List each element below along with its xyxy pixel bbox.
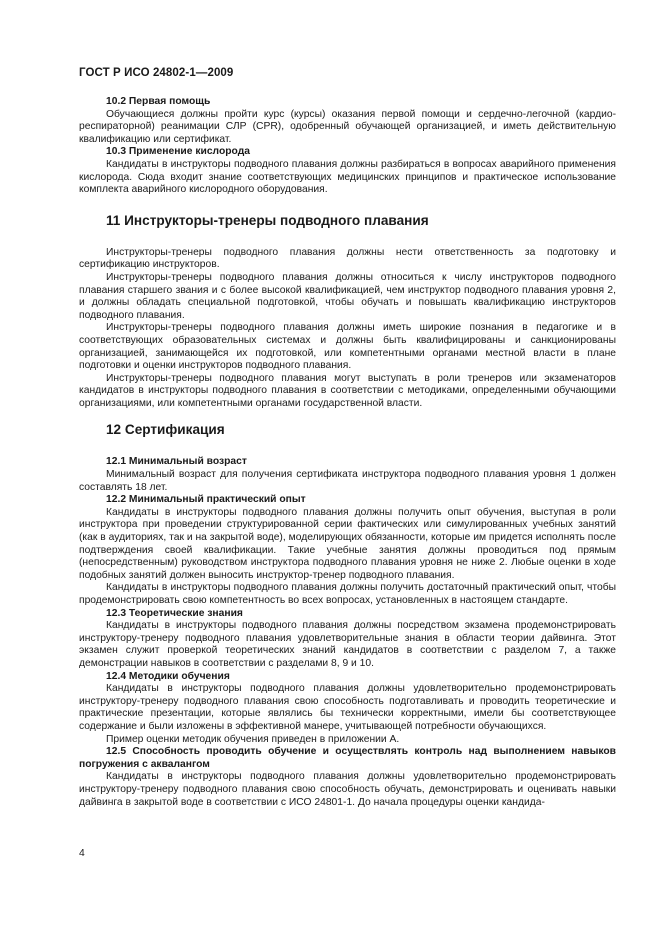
paragraph-12-5-1: Кандидаты в инструкторы подводного плавания должны удовлетворительно продемонстрировать инструктору-тренеру подводного плавания свою способность обучать, демонстрировать и оценивать навыки дайвинга в закрытой воде в соответствии с ИСО 24801-1. До начала процедуры оценки кандида- — [79, 771, 616, 808]
paragraph-12-1-1: Минимальный возраст для получения сертификата инструктора подводного плавания уровня 1 должен составлять 18 лет. — [79, 469, 616, 493]
document-header: ГОСТ Р ИСО 24802-1—2009 — [79, 67, 234, 79]
document-body — [79, 96, 616, 809]
page-number: 4 — [79, 848, 85, 859]
paragraph-12-4-2: Пример оценки методик обучения приведен в приложении А. — [106, 733, 400, 745]
heading-section-11: 11 Инструкторы-тренеры подводного плавания — [106, 212, 429, 228]
heading-12-5: 12.5 Способность проводить обучение и осуществлять контроль над выполнением навыков погружения с аквалангом — [79, 746, 616, 770]
paragraph-12-4-1: Кандидаты в инструкторы подводного плавания должны удовлетворительно продемонстрировать инструктору-тренеру подводного плавания свою способность подготавливать и проводить теоретические и практические презентации, которые являлись бы технически корректными, имели бы соответствующее содержание и были изложены в эффективной манере, учитывающей потребности обучающихся. — [79, 683, 616, 732]
paragraph-11-3: Инструкторы-тренеры подводного плавания должны иметь широкие познания в педагогике и в соответствующих образовательных системах и должны быть квалифицированы и санкционированы организацией, занимающейся их подготовкой, или компетентными органами местной власти в плане подготовки и оценки инструкторов подводного плавания. — [79, 322, 616, 372]
paragraph-12-2-1: Кандидаты в инструкторы подводного плавания должны получить опыт обучения, выступая в роли инструктора при проведении структурированной серии фактических или симулированных учебных занятий (как в аудиториях, так и на закрытой воде), моделирующих обязанности, которые им придется исполнять после подтверждения своей квалификации. Такие учебные занятия должны проводиться под прямым (непосредственным) руководством инструктора подводного плавания уровня не ниже 2. Любые оценки в ходе подобных занятий должен выносить инструктор-тренер подводного плавания. — [79, 506, 616, 581]
paragraph-11-2: Инструкторы-тренеры подводного плавания должны относиться к числу инструкторов подводного плавания старшего звания и с более высокой квалификацией, чем инструктор подводного плавания уровня 2, и должны обладать специальной подготовкой, чтобы обучать и повышать квалификацию инструкторов подводного плавания. — [79, 271, 616, 321]
paragraph-10-3-1: Кандидаты в инструкторы подводного плавания должны разбираться в вопросах аварийного применения кислорода. Сюда входит знание соответствующих медицинских принципов и практическое использование комплекта аварийного кислородного оборудования. — [79, 158, 616, 196]
paragraph-12-3-1: Кандидаты в инструкторы подводного плавания должны посредством экзамена продемонстрировать инструктору-тренеру подводного плавания удовлетворительные знания в области теории дайвинга. Этот экзамен служит проверкой теоретических знаний кандидатов в соответствии с разделом 7, а также демонстрации навыков в соответствии с разделами 8, 9 и 10. — [79, 620, 616, 669]
paragraph-11-4: Инструкторы-тренеры подводного плавания могут выступать в роли тренеров или экзаменаторов кандидатов в инструкторы подводного плавания в соответствии с методиками, определенными обучающими организациями, или компетентными органами государственной власти. — [79, 372, 616, 409]
paragraph-10-2-1: Обучающиеся должны пройти курс (курсы) оказания первой помощи и сердечно-легочной (кардио-респираторной) реанимации СЛР (CPR), одобренный обучающей организацией, и иметь действительную квалификацию или сертификат. — [79, 108, 616, 145]
heading-12-1: 12.1 Минимальный возраст — [106, 456, 247, 468]
heading-section-12: 12 Сертификация — [106, 422, 225, 438]
heading-10-2: 10.2 Первая помощь — [106, 96, 211, 107]
heading-10-3: 10.3 Применение кислорода — [106, 146, 250, 158]
paragraph-11-1: Инструкторы-тренеры подводного плавания должны нести ответственность за подготовку и сертификацию инструкторов. — [79, 246, 616, 271]
heading-12-4: 12.4 Методики обучения — [106, 670, 230, 682]
paragraph-12-2-2: Кандидаты в инструкторы подводного плавания должны получить достаточный практический опыт, чтобы продемонстрировать свою компетентность во всех вопросах, установленных в настоящем стандарте. — [79, 582, 616, 606]
heading-12-3: 12.3 Теоретические знания — [106, 607, 243, 619]
heading-12-2: 12.2 Минимальный практический опыт — [106, 494, 306, 506]
